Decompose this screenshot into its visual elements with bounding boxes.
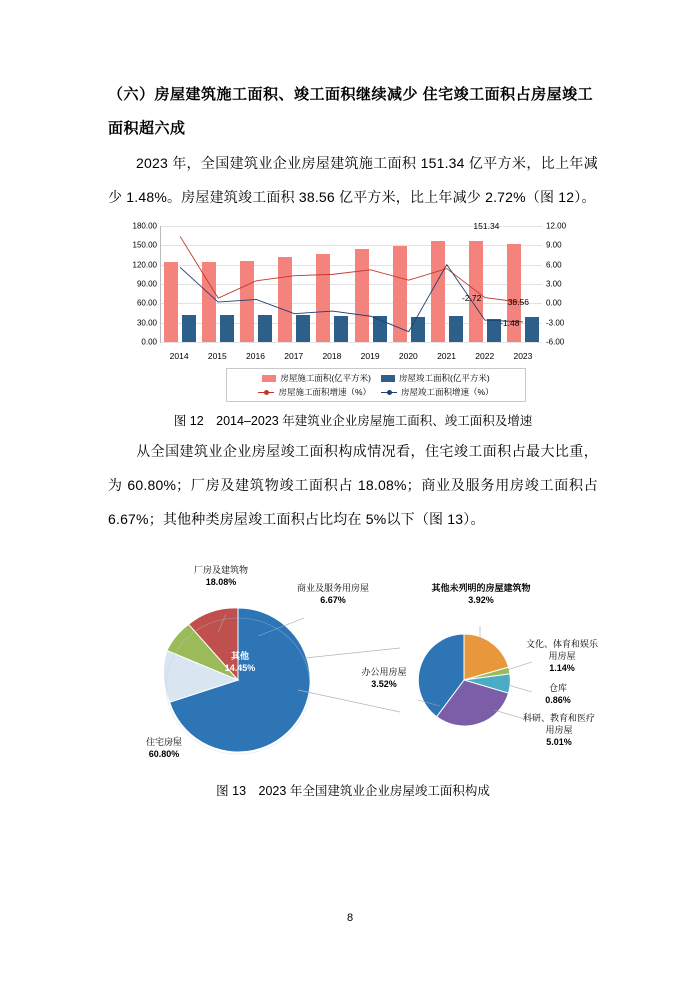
legend-item-completion-line bbox=[381, 386, 494, 398]
data-label-completion-2023: 38.56 bbox=[507, 296, 529, 307]
legend-label: 房屋施工面积(亿平方米) bbox=[280, 373, 371, 383]
x-tick-label: 2014 bbox=[169, 351, 189, 361]
paragraph-2-text: 从全国建筑业企业房屋竣工面积构成情况看，住宅竣工面积占最大比重，为 60.80%；厂房及建筑物竣工面积占 18.08%；商业及服务用房竣工面积占 6.67%；其他种类房屋竣工面积占比均在 5%以下（图 13）。 bbox=[108, 443, 598, 527]
pie-label-name: 其他未列明的房屋建筑物 bbox=[431, 583, 531, 593]
y2-tick-label: 12.00 bbox=[546, 221, 567, 231]
x-tick-label: 2019 bbox=[360, 351, 380, 361]
paragraph-1-text: 2023 年，全国建筑业企业房屋建筑施工面积 151.34 亿平方米，比上年减少 1.48%。房屋建筑竣工面积 38.56 亿平方米，比上年减少 2.72%（图 12）。 bbox=[108, 155, 598, 205]
y2-tick-label: 9.00 bbox=[546, 240, 562, 250]
legend-item-construction-bar bbox=[262, 372, 371, 384]
x-tick-label: 2020 bbox=[398, 351, 418, 361]
data-label-completion-growth-2023: -2.72 bbox=[461, 293, 482, 304]
legend-label: 房屋施工面积增速（%） bbox=[278, 387, 371, 397]
x-tick-label: 2021 bbox=[437, 351, 456, 361]
y-tick-label: 60.00 bbox=[136, 298, 157, 308]
figure-13-chart bbox=[108, 540, 598, 770]
legend-swatch-icon bbox=[381, 375, 395, 382]
data-label-construction-growth-2023: -1.48 bbox=[500, 317, 520, 328]
y2-tick-label: 0.00 bbox=[546, 298, 562, 308]
legend-label: 房屋竣工面积增速（%） bbox=[401, 387, 494, 397]
pie-label-name: 仓库 bbox=[548, 683, 567, 693]
pie-label-residential bbox=[114, 736, 214, 760]
x-tick-label: 2016 bbox=[246, 351, 265, 361]
y2-tick-label: 3.00 bbox=[546, 279, 562, 289]
x-tick-label: 2022 bbox=[475, 351, 495, 361]
y2-tick-label: -3.00 bbox=[546, 318, 565, 328]
legend-line-icon bbox=[381, 392, 397, 393]
pie-label-value: 3.52% bbox=[371, 679, 397, 689]
y-tick-label: 120.00 bbox=[132, 260, 157, 270]
pie-label-other bbox=[208, 650, 272, 674]
pie-label-name: 办公用房屋 bbox=[361, 667, 407, 677]
y-tick-label: 150.00 bbox=[132, 240, 157, 250]
pie-label-name: 厂房及建筑物 bbox=[193, 565, 248, 575]
pie-label-name: 文化、体育和娱乐用房屋 bbox=[526, 639, 599, 661]
page-content bbox=[108, 78, 598, 804]
section-heading: （六）房屋建筑施工面积、竣工面积继续减少 住宅竣工面积占房屋竣工面积超六成 bbox=[108, 86, 594, 137]
paragraph-construction-area bbox=[108, 146, 598, 214]
figure-12-caption: 图 12 2014–2023 年建筑业企业房屋施工面积、竣工面积及增速 bbox=[173, 414, 533, 428]
y-tick-label: 0.00 bbox=[141, 337, 157, 347]
pie-label-value: 14.45% bbox=[224, 663, 256, 673]
figure-13-caption: 图 13 2023 年全国建筑业企业房屋竣工面积构成 bbox=[216, 784, 490, 798]
pie-label-value: 0.86% bbox=[545, 695, 571, 705]
subpie-label-unlisted bbox=[426, 582, 536, 606]
legend-item-completion-bar bbox=[381, 372, 490, 384]
pie-label-value: 6.67% bbox=[320, 595, 346, 605]
x-axis-labels bbox=[160, 351, 542, 361]
legend-line-icon bbox=[258, 392, 274, 393]
pie-label-name: 其他 bbox=[230, 651, 249, 661]
pie-label-name: 科研、教育和医疗用房屋 bbox=[522, 713, 595, 735]
subpie-label-office bbox=[346, 666, 422, 690]
pie-label-factory bbox=[166, 564, 276, 588]
pie-label-value: 60.80% bbox=[148, 749, 180, 759]
legend-item-construction-line bbox=[258, 386, 371, 398]
x-tick-label: 2018 bbox=[322, 351, 342, 361]
pie-label-name: 商业及服务用房屋 bbox=[296, 583, 369, 593]
gridline bbox=[141, 337, 565, 347]
y2-tick-label: 6.00 bbox=[546, 260, 562, 270]
pie-label-value: 5.01% bbox=[546, 737, 572, 747]
pie-label-value: 3.92% bbox=[468, 595, 494, 605]
y2-tick-label: -6.00 bbox=[546, 337, 565, 347]
figure-12-chart bbox=[108, 220, 598, 400]
paragraph-completion-composition bbox=[108, 434, 598, 536]
subpie-label-culture bbox=[526, 638, 598, 674]
subpie-label-warehouse bbox=[528, 682, 588, 706]
x-tick-label: 2017 bbox=[284, 351, 304, 361]
pie-label-value: 1.14% bbox=[549, 663, 575, 673]
legend-label: 房屋竣工面积(亿平方米) bbox=[399, 373, 490, 383]
data-label-construction-2023: 151.34 bbox=[473, 221, 500, 232]
chart-legend bbox=[226, 368, 526, 402]
x-tick-label: 2023 bbox=[513, 351, 533, 361]
pie-label-commercial bbox=[278, 582, 388, 606]
y-tick-label: 90.00 bbox=[136, 279, 157, 289]
pie-label-name: 住宅房屋 bbox=[145, 737, 182, 747]
y-tick-label: 30.00 bbox=[136, 318, 157, 328]
chart-plot-area bbox=[132, 221, 567, 347]
legend-swatch-icon bbox=[262, 375, 276, 382]
bar-line-chart bbox=[108, 220, 598, 365]
sub-pie bbox=[418, 634, 510, 726]
pie-label-value: 18.08% bbox=[205, 577, 237, 587]
page-number: 8 bbox=[346, 912, 354, 924]
x-tick-label: 2015 bbox=[207, 351, 227, 361]
subpie-label-research bbox=[520, 712, 598, 748]
y-tick-label: 180.00 bbox=[132, 221, 157, 231]
line-series-overlay bbox=[161, 226, 542, 342]
